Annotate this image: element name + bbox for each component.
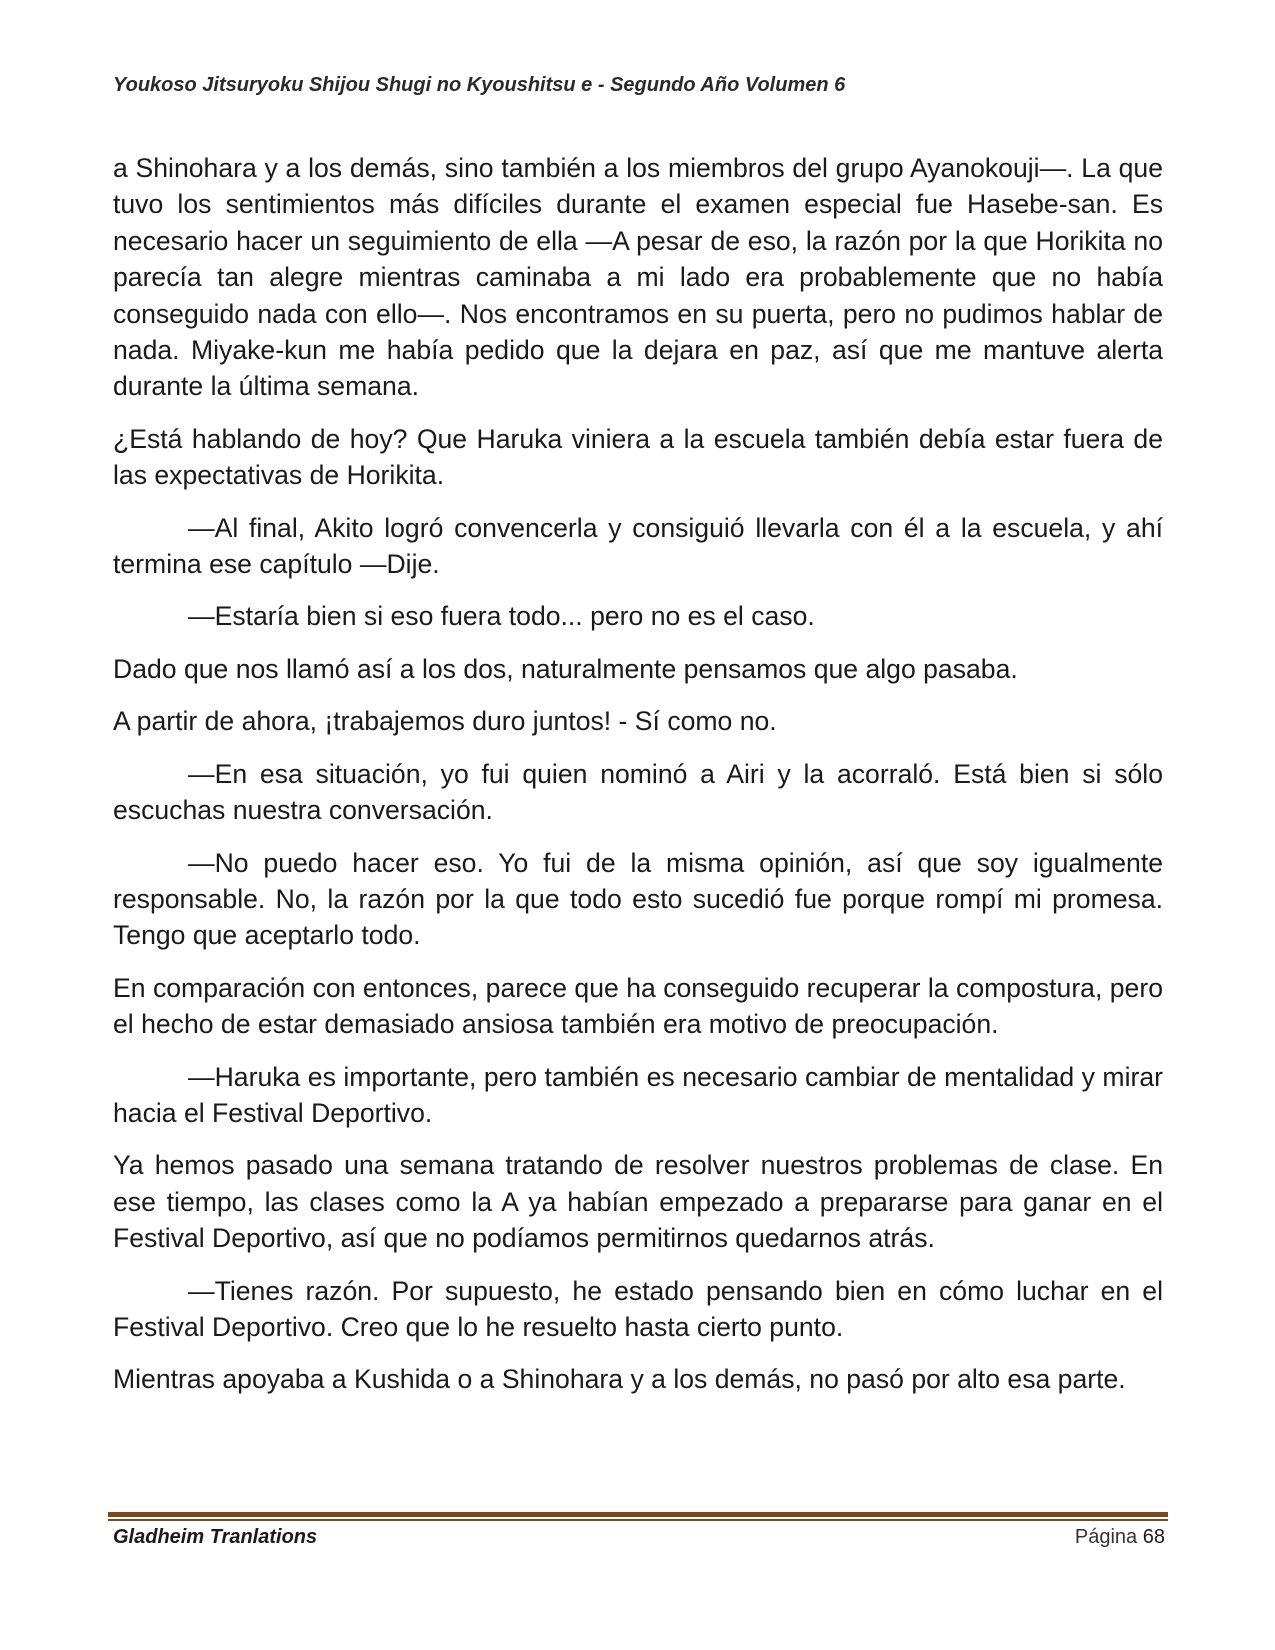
page-body [113,150,1163,1414]
footer-credit: Gladheim Tranlations [113,1526,318,1548]
dialogue-paragraph: —No puedo hacer eso. Yo fui de la misma opinión, así que soy igualmente responsable. No, la razón por la que todo esto sucedió fue porque rompí mi promesa. Tengo que aceptarlo todo. [113,847,1163,951]
dialogue-paragraph: —Estaría bien si eso fuera todo... pero no es el caso. [188,601,815,632]
paragraph: a Shinohara y a los demás, sino también a los miembros del grupo Ayanokouji—. La que tuvo los sentimientos más difíciles durante el examen especial fue Hasebe-san. Es necesario hacer un seguimiento de ella —A pesar de eso, la razón por la que Horikita no parecía tan alegre mientras caminaba a mi lado era probablemente que no había conseguido nada con ello—. Nos encontramos en su puerta, pero no pudimos hablar de nada. Miyake-kun me había pedido que la dejara en paz, así que me mantuve alerta durante la última semana. [113,153,1163,402]
paragraph: Dado que nos llamó así a los dos, naturalmente pensamos que algo pasaba. [113,653,1018,684]
page-number: 68 [1142,1526,1165,1548]
paragraph: ¿Está hablando de hoy? Que Haruka viniera a la escuela también debía estar fuera de las expectativas de Horikita. [113,423,1163,491]
page-label: Página [1074,1526,1138,1548]
dialogue-paragraph: —En esa situación, yo fui quien nominó a Airi y la acorraló. Está bien si sólo escuchas nuestra conversación. [113,758,1163,826]
running-header: Youkoso Jitsuryoku Shijou Shugi no Kyoushitsu e - Segundo Año Volumen 6 [113,74,846,96]
dialogue-paragraph: —Al final, Akito logró convencerla y consiguió llevarla con él a la escuela, y ahí termina ese capítulo —Dije. [113,512,1163,580]
dialogue-paragraph: —Haruka es importante, pero también es necesario cambiar de mentalidad y mirar hacia el Festival Deportivo. [113,1061,1163,1128]
footer-divider [108,1512,1168,1522]
page-number-block [1075,1526,1165,1549]
paragraph: A partir de ahora, ¡trabajemos duro juntos! - Sí como no. [113,706,777,737]
paragraph: Mientras apoyaba a Kushida o a Shinohara y a los demás, no pasó por alto esa parte. [113,1364,1126,1395]
footer-divider-thin [108,1519,1168,1521]
paragraph: En comparación con entonces, parece que ha conseguido recuperar la compostura, pero el hecho de estar demasiado ansiosa también era motivo de preocupación. [113,972,1163,1040]
dialogue-paragraph: —Tienes razón. Por supuesto, he estado pensando bien en cómo luchar en el Festival Deportivo. Creo que lo he resuelto hasta cierto punto. [113,1275,1163,1342]
paragraph: Ya hemos pasado una semana tratando de resolver nuestros problemas de clase. En ese tiempo, las clases como la A ya habían empezado a prepararse para ganar en el Festival Deportivo, así que no podíamos permitirnos quedarnos atrás. [113,1150,1163,1254]
